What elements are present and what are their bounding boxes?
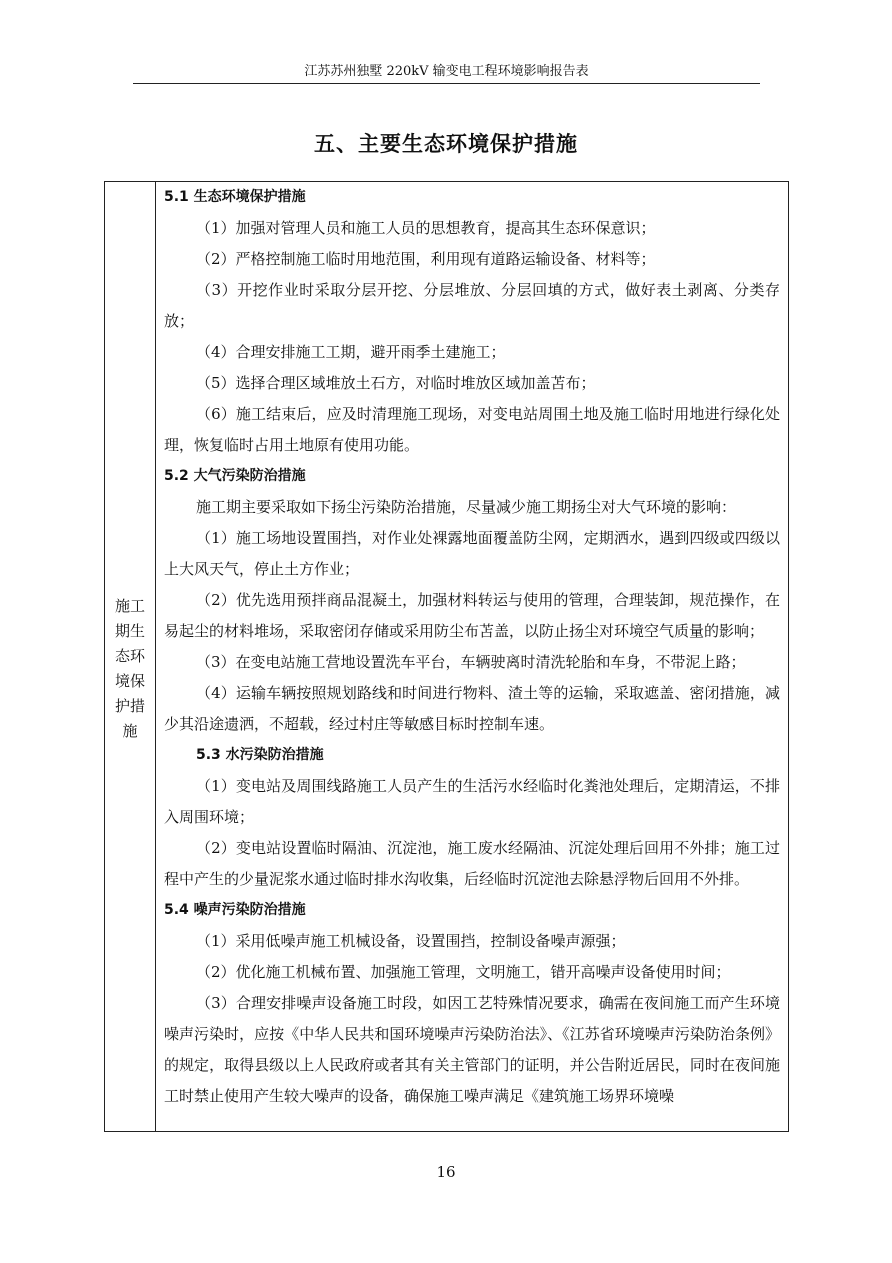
section-paragraph: （1）加强对管理人员和施工人员的思想教育，提高其生态环保意识；: [196, 219, 656, 237]
measures-content: [164, 182, 780, 1112]
section-paragraph: （3）开挖作业时采取分层开挖、分层堆放、分层回填的方式，做好表土剥离、分类存放；: [164, 281, 780, 330]
section-heading: 5.2 大气污染防治措施: [164, 468, 306, 484]
section-paragraph: （2）变电站设置临时隔油、沉淀池，施工废水经隔油、沉淀处理后回用不外排；施工过程中产生的少量泥浆水通过临时排水沟收集，后经临时沉淀池去除悬浮物后回用不外排。: [164, 839, 780, 888]
side-label: [105, 594, 155, 744]
section-paragraph: （3）在变电站施工营地设置洗车平台，车辆驶离时清洗轮胎和车身，不带泥上路；: [196, 653, 746, 671]
header-rule: [133, 83, 760, 84]
section-paragraph: （1）采用低噪声施工机械设备，设置围挡，控制设备噪声源强；: [196, 932, 626, 950]
side-label-line: 境保: [114, 672, 145, 690]
section-heading: 5.3 水污染防治措施: [196, 747, 324, 763]
side-label-line: 护措: [114, 697, 145, 715]
section-paragraph: （4）合理安排施工工期，避开雨季土建施工；: [196, 343, 506, 361]
section-paragraph: 施工期主要采取如下扬尘污染防治措施，尽量减少施工期扬尘对大气环境的影响：: [196, 498, 737, 516]
side-label-line: 施工: [114, 597, 145, 615]
column-divider: [155, 182, 156, 1131]
page-title: 五、主要生态环境保护措施: [314, 132, 578, 156]
section-paragraph: （2）严格控制施工临时用地范围，利用现有道路运输设备、材料等；: [196, 250, 656, 268]
section-heading: 5.4 噪声污染防治措施: [164, 902, 306, 918]
page-number: 16: [436, 1163, 456, 1181]
side-label-line: 期生: [114, 622, 145, 640]
section-paragraph: （4）运输车辆按照规划路线和时间进行物料、渣土等的运输，采取遮盖、密闭措施，减少其沿途遗洒，不超载，经过村庄等敏感目标时控制车速。: [164, 684, 780, 733]
section-paragraph: （2）优化施工机械布置、加强施工管理，文明施工，错开高噪声设备使用时间；: [196, 963, 731, 981]
section-paragraph: （1）变电站及周围线路施工人员产生的生活污水经临时化粪池处理后，定期清运，不排入周围环境；: [164, 777, 780, 826]
section-paragraph: （2）优先选用预拌商品混凝土，加强材料转运与使用的管理，合理装卸，规范操作，在易起尘的材料堆场，采取密闭存储或采用防尘布苫盖，以防止扬尘对环境空气质量的影响；: [164, 591, 780, 640]
section-paragraph: （1）施工场地设置围挡，对作业处裸露地面覆盖防尘网，定期洒水，遇到四级或四级以上大风天气，停止土方作业；: [164, 529, 780, 578]
section-paragraph: （3）合理安排噪声设备施工时段，如因工艺特殊情况要求，确需在夜间施工而产生环境噪声污染时，应按《中华人民共和国环境噪声污染防治法》、《江苏省环境噪声污染防治条例》的规定，取得县级以上人民政府或者其有关主管部门的证明，并公告附近居民，同时在夜间施工时禁止使用产生较大噪声的设备，确保施工噪声满足《建筑施工场界环境噪: [164, 994, 780, 1105]
side-label-line: 态环: [114, 647, 145, 665]
section-paragraph: （5）选择合理区域堆放土石方，对临时堆放区域加盖苫布；: [196, 374, 596, 392]
page-header: 江苏苏州独墅 220kV 输变电工程环境影响报告表: [304, 64, 589, 79]
section-heading: 5.1 生态环境保护措施: [164, 189, 306, 205]
side-label-line: 施: [122, 722, 138, 740]
section-paragraph: （6）施工结束后，应及时清理施工现场，对变电站周围土地及施工临时用地进行绿化处理，恢复临时占用土地原有使用功能。: [164, 405, 780, 454]
measures-table: [104, 181, 789, 1132]
